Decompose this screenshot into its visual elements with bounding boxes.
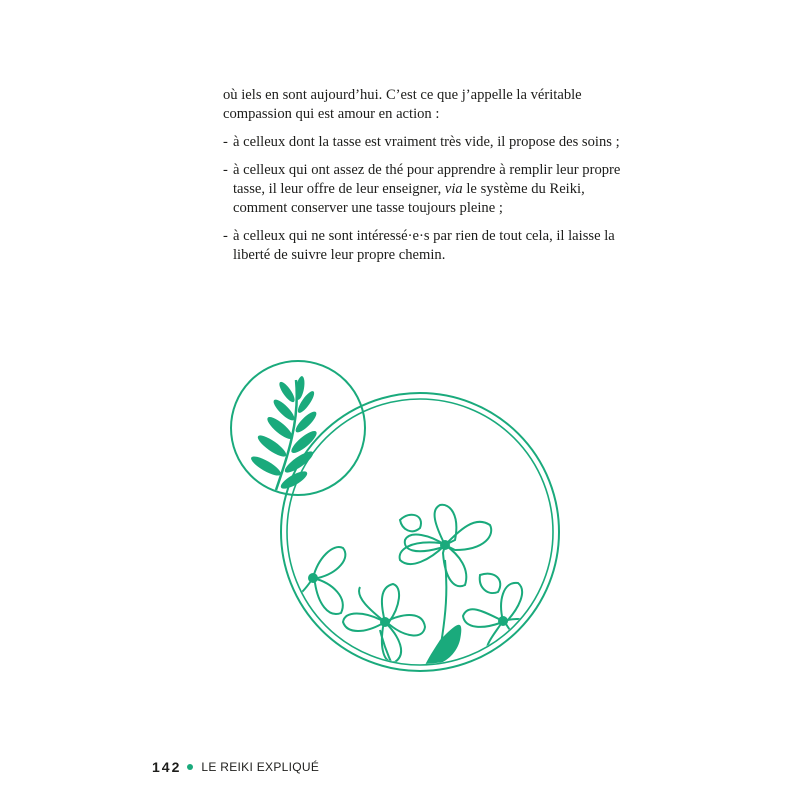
accent-dot-icon — [187, 764, 193, 770]
page-number: 142 — [152, 759, 182, 775]
leaf-branch-icon — [231, 361, 365, 495]
intro-line-2: compassion qui est amour en action : — [223, 106, 440, 122]
list-item-text: à celleux qui ne sont intéressé·e·s par rien de tout cela, il laisse la liberté de suivre leur propre chemin. — [233, 228, 615, 263]
bullet-dash: - — [223, 228, 228, 244]
page-footer — [152, 759, 319, 775]
running-title: LE REIKI EXPLIQUÉ — [201, 760, 320, 774]
list-item-text-end: le système du Reiki, comment conserver une tasse toujours pleine ; — [233, 181, 585, 216]
list-item-text: à celleux dont la tasse est vraiment très vide, il propose des soins ; — [233, 134, 620, 150]
list-item-text: à celleux qui ont assez de thé pour apprendre à remplir leur propre tasse, il leur offre de leur enseigner, — [233, 162, 621, 197]
bullet-dash: - — [223, 134, 228, 150]
intro-line-1: où iels en sont aujourd’hui. C’est ce que j’appelle la véritable — [223, 87, 582, 103]
list-item-italic: via — [444, 181, 463, 197]
bullet-dash: - — [223, 162, 228, 178]
flower-circle-icon — [281, 393, 559, 680]
